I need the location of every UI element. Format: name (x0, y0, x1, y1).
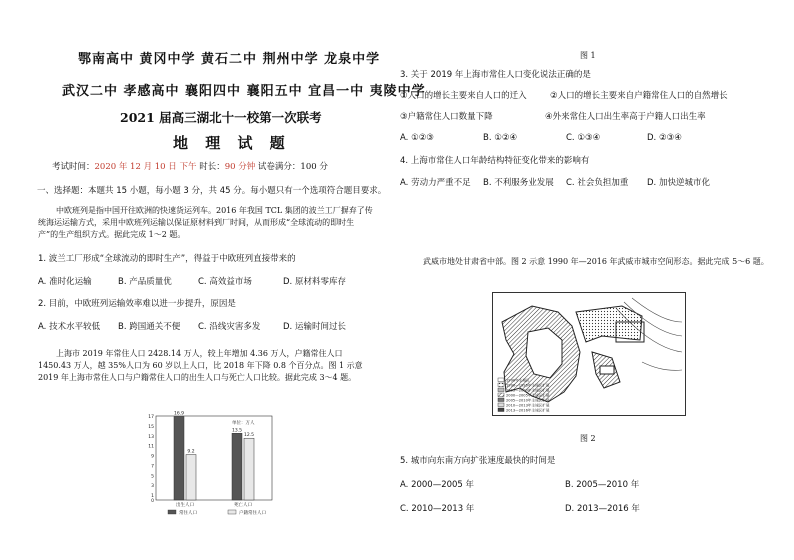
chart-unit-label: 单位：万人 (232, 421, 255, 426)
info-score: 试卷满分：100 分 (255, 162, 328, 172)
passage-2: 上海市 2019 年常住人口 2428.14 万人，较上年增加 4.36 万人，户籍常住人口 1450.43 万人，越 35%人口为 60 岁以上人口，比 2018 年下降 0.8 个百分点。图 1 示意 2019 年上海市常住人口与户籍常住人口的出生人口与死亡人口比较。据此完成 3～4 题。 (38, 349, 363, 382)
exam-title: 2021 届高三湖北十一校第一次联考 (120, 110, 322, 125)
chart-frame (156, 416, 272, 500)
figure-1-caption: 图 1 (580, 51, 596, 60)
info-duration: 90 分钟 (224, 162, 256, 172)
y-tick-label: 9 (151, 454, 154, 460)
bar-value-label: 13.5 (231, 428, 243, 434)
category-label: 死亡人口 (234, 503, 252, 508)
y-tick-label: 15 (148, 424, 154, 430)
map-legend-swatch (498, 388, 504, 392)
population-bar-chart (140, 408, 280, 518)
bar-value-label: 16.9 (173, 411, 185, 417)
legend-swatch (168, 510, 176, 514)
q3-option-a: A. ①②③ (400, 133, 434, 143)
schools-line-2: 武汉二中 孝感高中 襄阳四中 襄阳五中 宜昌一中 夷陵中学 (62, 84, 426, 99)
bar-value-label: 9.2 (187, 449, 195, 455)
y-tick-label: 13 (148, 434, 154, 440)
map-scale-box (600, 366, 614, 374)
y-tick-label: 11 (148, 444, 154, 450)
q5-option-d: D. 2013—2016 年 (565, 504, 640, 514)
q5-option-c: C. 2010—2013 年 (400, 504, 475, 514)
exam-info (52, 160, 328, 172)
passage-1: 中欧班列是指中国开往欧洲的快速货运列车。2016 年我国 TCL 集团的波兰工厂摒弃了传统海运运输方式，采用中欧班列运输以保证原材料到厂时间，从而形成“全球流动的即时生产”的生产组织方式。据此完成 1～2 题。 (38, 206, 373, 239)
q4-option-a: A. 劳动力严重不足 (400, 178, 471, 188)
q1-option-d: D. 原材料零库存 (283, 277, 346, 287)
map-legend (498, 377, 550, 412)
q3-statement-2: ②人口的增长主要来自户籍常住人口的自然增长 (550, 91, 728, 101)
y-tick-label: 0 (151, 499, 154, 504)
info-duration-label: 时长： (196, 162, 225, 172)
map-legend-swatch (498, 398, 504, 402)
q3-statement-1: ①人口的增长主要来自人口的迁入 (400, 91, 527, 101)
y-tick-label: 1 (151, 494, 154, 500)
q3-statement-3: ③户籍常住人口数量下降 (400, 112, 493, 122)
question-4: 4. 上海市常住人口年龄结构特征变化带来的影响有 (400, 156, 590, 166)
q5-option-b: B. 2005—2010 年 (565, 480, 640, 490)
legend-label: 户籍常住人口 (239, 511, 266, 516)
bar-value-label: 12.5 (243, 433, 255, 439)
bar (244, 438, 254, 500)
bar (186, 455, 196, 500)
question-1: 1. 波兰工厂形成“全球流动的即时生产”，得益于中欧班列直接带来的 (38, 254, 296, 264)
q3-option-c: C. ①③④ (566, 133, 601, 143)
bar (174, 416, 184, 500)
q2-option-d: D. 运输时间过长 (283, 322, 346, 332)
map-legend-swatch (498, 383, 504, 387)
wuwei-city-map (492, 292, 686, 416)
y-tick-label: 7 (151, 464, 154, 470)
q1-option-b: B. 产品质量优 (118, 277, 172, 287)
figure-2-caption: 图 2 (580, 434, 596, 443)
question-2: 2. 目前，中欧班列运输效率难以进一步提升，原因是 (38, 299, 236, 309)
q1-option-c: C. 高效益市场 (198, 277, 252, 287)
info-time: 2020 年 12 月 10 日 下午 (94, 162, 197, 172)
bar (232, 433, 242, 500)
y-tick-label: 3 (151, 484, 154, 490)
q3-option-b: B. ①②④ (483, 133, 518, 143)
q2-option-c: C. 沿线灾害多发 (198, 322, 261, 332)
q5-option-a: A. 2000—2005 年 (400, 480, 475, 490)
map-legend-swatch (498, 378, 504, 382)
subject-title: 地 理 试 题 (173, 134, 291, 152)
q1-option-a: A. 准时化运输 (38, 277, 92, 287)
map-legend-label: 2010—2013年主城区扩展 (506, 403, 550, 408)
question-3: 3. 关于 2019 年上海市常住人口变化说法正确的是 (400, 70, 591, 80)
q3-option-d: D. ②③④ (647, 133, 682, 143)
q4-option-d: D. 加快逆城市化 (647, 178, 710, 188)
q3-statement-4: ④外来常住人口出生率高于户籍人口出生率 (545, 112, 706, 122)
q2-option-a: A. 技术水平较低 (38, 322, 101, 332)
map-legend-label: 1990—1995年主城区扩展 (506, 383, 550, 388)
legend-label: 常住人口 (179, 511, 197, 516)
passage-3: 武威市地处甘肃省中部。图 2 示意 1990 年—2016 年武威市城市空间形态。据此完成 5～6 题。 (423, 257, 769, 266)
q4-option-b: B. 不利服务业发展 (483, 178, 554, 188)
legend-swatch (228, 510, 236, 514)
q4-option-c: C. 社会负担加重 (566, 178, 629, 188)
map-legend-swatch (498, 403, 504, 407)
map-legend-label: 2000—2005年主城区扩展 (506, 393, 550, 398)
map-legend-label: 1990年主城区 (506, 378, 530, 383)
map-legend-swatch (498, 408, 504, 412)
question-5: 5. 城市向东南方向扩张速度最快的时间是 (400, 456, 556, 466)
section-heading: 一、选择题：本题共 15 小题，每小题 3 分，共 45 分。每小题只有一个选项符合题目要求。 (37, 186, 387, 196)
map-legend-label: 1995—2000年主城区扩展 (506, 388, 550, 393)
y-tick-label: 5 (151, 474, 154, 480)
q2-option-b: B. 跨国通关不便 (118, 322, 181, 332)
map-legend-swatch (498, 393, 504, 397)
info-prefix: 考试时间： (52, 162, 95, 172)
map-legend-label: 2005—2010年主城区扩展 (506, 398, 550, 403)
map-legend-label: 2013—2016年主城区扩展 (506, 408, 550, 413)
y-tick-label: 17 (148, 415, 154, 420)
category-label: 出生人口 (176, 503, 194, 508)
schools-line-1: 鄂南高中 黄冈中学 黄石二中 荆州中学 龙泉中学 (78, 52, 381, 67)
